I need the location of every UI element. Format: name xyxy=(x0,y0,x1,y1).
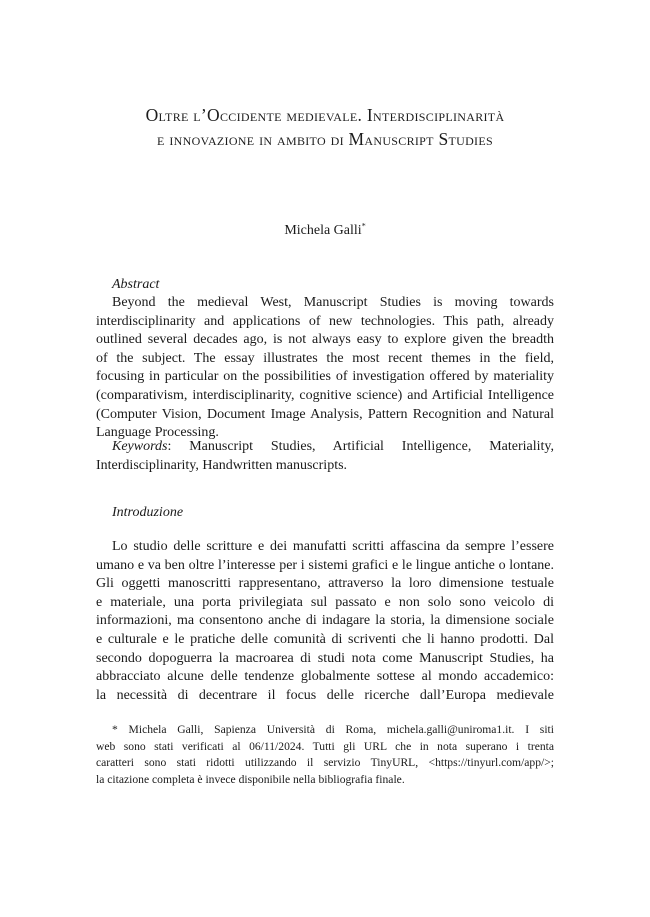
title-line: e innovazione in ambito di Manuscript Studies xyxy=(157,129,493,149)
abstract-line: Beyond the medieval West, Manuscript Studies is moving towards xyxy=(112,295,554,310)
abstract-body xyxy=(96,294,554,443)
introduction-heading-text: Introduzione xyxy=(112,505,184,520)
body-line: e culturale e le pratiche delle comunità di scriventi che li hanno prodotti. Dal xyxy=(96,631,554,647)
keywords-line: Interdisciplinarity, Handwritten manuscripts. xyxy=(96,457,348,473)
abstract-line: (comparativism, interdisciplinarity, cognitive science) and Artificial Intelligence xyxy=(96,387,554,403)
introduction-heading xyxy=(96,504,554,523)
body-line: Gli oggetti manoscritti rappresentano, attraverso la loro dimensione testuale xyxy=(96,576,554,592)
keywords-line xyxy=(96,438,554,457)
footnote-line: caratteri sono stati ridotti utilizzando il servizio TinyURL, <https://tinyurl.com/app/>; xyxy=(96,756,554,770)
abstract-line: of the subject. The essay illustrates the most recent themes in the field, xyxy=(96,350,554,366)
abstract-heading xyxy=(96,276,554,295)
footnote-line: la citazione completa è invece disponibile nella bibliografia finale. xyxy=(96,772,405,786)
keywords-list: : Manuscript Studies, Artificial Intelligence, Materiality, xyxy=(167,439,554,454)
title-line: Oltre l’Occidente medievale. Interdisciplinarità xyxy=(145,105,505,125)
abstract-line: interdisciplinarity and applications of new technologies. This path, already xyxy=(96,313,554,329)
body-line: la necessità di decentrare il focus delle ricerche dall’Europa medievale xyxy=(96,687,554,703)
abstract-line: (Computer Vision, Document Image Analysis, Pattern Recognition and Natural xyxy=(96,406,554,422)
body-line: e materiale, una porta privilegiata sul passato e non solo sono veicolo di xyxy=(96,594,554,610)
author-name xyxy=(96,222,554,240)
footnote-marker: * xyxy=(361,221,366,231)
abstract-heading-text: Abstract xyxy=(112,277,160,292)
footnote xyxy=(96,722,554,788)
introduction-body xyxy=(96,538,554,705)
keywords-block xyxy=(96,438,554,475)
article-title xyxy=(96,103,554,151)
footnote-line: * Michela Galli, Sapienza Università di Roma, michela.galli@uniroma1.it. I siti xyxy=(112,723,554,736)
abstract-line: outlined several decades ago, is not always easy to explore given the breadth xyxy=(96,332,554,348)
body-line: Lo studio delle scritture e dei manufatti scritti affascina da sempre l’essere xyxy=(112,539,554,554)
footnote-line: web sono stati verificati al 06/11/2024. Tutti gli URL che in nota superano i trenta xyxy=(96,739,554,753)
body-line: umano e va ben oltre l’interesse per i sistemi grafici e le lingue antiche o lontane. xyxy=(96,557,554,573)
abstract-line: focusing in particular on the possibilities of investigation offered by materiality xyxy=(96,369,554,385)
author-name-text: Michela Galli xyxy=(284,223,362,238)
abstract-line: Language Processing. xyxy=(96,425,219,441)
body-line: secondo dopoguerra la macroarea di studi nota come Manuscript Studies, ha xyxy=(96,650,554,666)
keywords-label: Keywords xyxy=(112,439,168,454)
body-line: informazioni, ma consentono anche di indagare la storia, la dimensione sociale xyxy=(96,613,554,629)
body-line: abbracciato alcune delle tendenze globalmente sottese al mondo accademico: xyxy=(96,669,554,685)
